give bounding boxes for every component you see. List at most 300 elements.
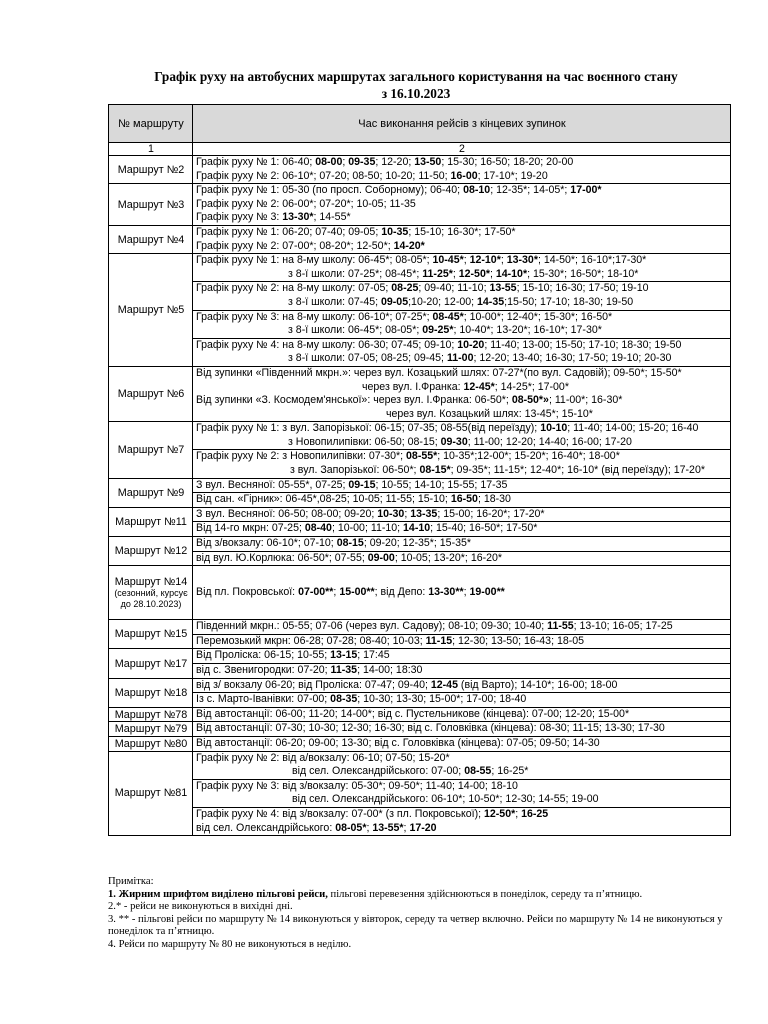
time-text: ; 10-05; 13-20*; 16-20*	[394, 551, 503, 564]
time-text: з вул. Запорізької: 06-50*;	[290, 464, 420, 477]
time-text: Від зупинки «З. Космодем'янської»: через вул. І.Франка: 06-50*;	[196, 394, 512, 407]
schedule-cell	[193, 422, 731, 450]
note-4: 4. Рейси по маршруту № 80 не виконуються в неділю.	[108, 938, 352, 950]
time-text: ;	[500, 254, 507, 267]
time-text: Перемозький мкрн: 06-28; 07-28; 08-40; 10-03;	[196, 634, 426, 647]
schedule-line	[196, 722, 728, 736]
time-text: ;	[403, 821, 410, 834]
title-line-2: з 16.10.2023	[381, 86, 451, 101]
time-text: ; 10-55; 14-10; 15-55; 17-35	[375, 478, 508, 491]
schedule-line	[196, 296, 728, 310]
benefit-time: 19-00**	[469, 585, 505, 598]
benefit-time: 16-25	[521, 807, 549, 820]
table-row	[109, 779, 731, 807]
table-row	[109, 620, 731, 635]
time-text: ; 15-40; 16-50*; 17-50*	[430, 522, 538, 535]
table-row	[109, 184, 731, 226]
time-text: з 8-ї школи: 07-25*; 08-45*;	[288, 267, 423, 280]
note-1	[108, 889, 730, 902]
schedule-line	[196, 508, 728, 522]
benefit-time: 11-00	[446, 352, 474, 365]
time-text: Від сан. «Гірник»: 06-45*,08-25; 10-05; 11-55; 15-10;	[196, 493, 451, 506]
time-text: ; 15-00; 16-20*; 17-20*	[437, 507, 545, 520]
table-row	[109, 225, 731, 253]
time-text: ; 14-25*; 17-00*	[494, 380, 569, 393]
benefit-time: 10-45*	[432, 254, 464, 267]
schedule-cell	[193, 254, 731, 282]
schedule-cell	[193, 282, 731, 310]
time-text: Графік руху № 2: 06-10*; 07-20; 08-50; 10-20; 11-50;	[196, 169, 451, 182]
benefit-time: 14-10	[403, 522, 431, 535]
time-text: ; 09-35*; 11-15*; 12-40*; 16-10* (від переїзду); 17-20*	[450, 464, 705, 477]
route-number: Маршрут №3	[117, 198, 185, 211]
time-text: ; 15-30*; 16-50*; 18-10*	[527, 267, 639, 280]
route-number-cell	[109, 156, 193, 184]
time-text: Від автостанції: 06-00; 11-20; 14-00*; від с. Пустельникове (кінцева): 07-00; 12-20; 15-00*	[196, 707, 630, 720]
table-row	[109, 422, 731, 450]
time-text: ;	[333, 585, 340, 598]
route-number: Маршрут №7	[117, 443, 185, 456]
time-text: ; 13-10; 16-05; 17-25	[573, 620, 673, 633]
benefit-time: 08-55*	[406, 450, 438, 463]
table-row	[109, 807, 731, 835]
route-number-cell	[109, 566, 193, 620]
table-row	[109, 751, 731, 779]
route-number-cell	[109, 507, 193, 536]
route-number-cell	[109, 184, 193, 226]
table-row	[109, 664, 731, 679]
benefit-time: 08-15*	[419, 464, 451, 477]
time-text: Графік руху № 4: на 8-му школу: 06-30; 07-45; 09-10;	[196, 338, 458, 351]
time-text: ; 12-30; 13-50; 16-43; 18-05	[452, 634, 585, 647]
time-text: ;	[515, 807, 522, 820]
route-number-cell	[109, 225, 193, 253]
schedule-line	[196, 324, 728, 338]
benefit-time: 15-00**	[339, 585, 375, 598]
table-row	[109, 310, 731, 338]
time-text: з Новопилипівки: 06-50; 08-15;	[288, 435, 441, 448]
time-text: ; 17-10*; 19-20	[477, 169, 548, 182]
time-text: Від автостанції: 06-20; 09-00; 13-30; від с. Головківка (кінцева): 07-05; 09-50; 14-30	[196, 736, 600, 749]
benefit-time: 11-25*	[422, 267, 453, 280]
time-text: ; 11-40; 14-00; 15-20; 16-40	[567, 422, 699, 435]
time-text: Південний мкрн.: 05-55; 07-06 (через вул. Садову); 08-10; 09-30; 10-40;	[196, 620, 548, 633]
schedule-cell	[193, 664, 731, 679]
benefit-time: 09-05	[381, 295, 409, 308]
route-number-cell	[109, 620, 193, 649]
time-text: з 8-ї школи: 07-05; 08-25; 09-45;	[288, 352, 447, 365]
note-2: 2.* - рейси не виконуються в вихідні дні.	[108, 901, 293, 913]
time-text: ;10-20; 12-00;	[408, 295, 478, 308]
schedule-cell	[193, 184, 731, 226]
benefit-time: 08-10	[463, 184, 491, 197]
table-row	[109, 282, 731, 310]
time-text: Графік руху № 2: від а/вокзалу: 06-10; 07-50; 15-20*	[196, 751, 450, 764]
column-index-1: 1	[109, 143, 193, 156]
time-text: ; 09-20; 12-35*; 15-35*	[363, 537, 472, 550]
notes-section	[108, 876, 730, 952]
schedule-cell	[193, 634, 731, 649]
schedule-cell	[193, 522, 731, 537]
time-text: Графік руху № 1: з вул. Запорізької: 06-15; 07-35; 08-55(від переїзду);	[196, 422, 541, 435]
schedule-line	[196, 436, 728, 450]
header-route-number: № маршруту	[109, 105, 193, 143]
schedule-line	[196, 679, 728, 693]
schedule-line	[196, 367, 728, 381]
time-text: ; 10-00; 11-10;	[331, 522, 404, 535]
benefit-time: 10-10	[540, 422, 568, 435]
table-row	[109, 537, 731, 552]
note-1-bold: 1. Жирним шрифтом виділено пільгові рейси,	[108, 888, 328, 900]
schedule-cell	[193, 493, 731, 508]
benefit-time: 08-15	[336, 537, 364, 550]
route-number: Маршрут №18	[114, 686, 188, 699]
table-row	[109, 634, 731, 649]
table-row	[109, 478, 731, 493]
schedule-line	[196, 586, 728, 600]
time-text: ; 12-20; 13-40; 16-30; 17-50; 19-10; 20-30	[473, 352, 672, 365]
schedule-cell	[193, 478, 731, 493]
schedule-line	[196, 450, 728, 464]
time-text: з 8-ї школи: 07-45;	[288, 295, 381, 308]
table-row	[109, 450, 731, 478]
time-text: ; 16-25*	[491, 765, 529, 778]
time-text: ; 15-10; 16-30*; 17-50*	[408, 225, 516, 238]
benefit-time: 17-00*	[570, 184, 602, 197]
time-text: з 8-ї школи: 06-45*; 08-05*;	[288, 324, 423, 337]
benefit-time: 08-50*»	[511, 394, 549, 407]
time-text: ;	[366, 821, 373, 834]
route-number-cell	[109, 722, 193, 737]
schedule-line	[196, 693, 728, 707]
column-index-2: 2	[193, 143, 731, 156]
benefit-time: 13-55	[489, 282, 517, 295]
schedule-line	[196, 537, 728, 551]
benefit-time: 08-55	[464, 765, 492, 778]
benefit-time: 09-00	[367, 551, 395, 564]
time-text: ; 10-00*; 12-40*; 15-30*; 16-50*	[463, 310, 613, 323]
schedule-cell	[193, 450, 731, 478]
benefit-time: 08-35	[330, 693, 358, 706]
benefit-time: 11-15	[425, 634, 453, 647]
table-header-row	[109, 105, 731, 143]
schedule-line	[196, 381, 728, 395]
benefit-time: 17-20	[409, 821, 437, 834]
time-text: Графік руху № 2: 06-00*; 07-20*; 10-05; 11-35	[196, 197, 416, 210]
benefit-time: 12-45*	[463, 380, 495, 393]
schedule-cell	[193, 807, 731, 835]
time-text: від сел. Олександрійського:	[196, 821, 336, 834]
schedule-line	[196, 737, 728, 751]
route-number: Маршрут №4	[117, 233, 185, 246]
schedule-line	[196, 254, 728, 268]
time-text: ; 10-40*; 13-20*; 16-10*; 17-30*	[453, 324, 602, 337]
route-note: (сезонний, курсує до 28.10.2023)	[114, 588, 188, 609]
time-text: Графік руху № 1: 05-30 (по просп. Соборному); 06-40;	[196, 184, 464, 197]
time-text: ; 11-00; 12-20; 14-40; 16-00; 17-20	[467, 435, 632, 448]
schedule-cell	[193, 551, 731, 566]
title-line-1: Графік руху на автобусних маршрутах загального користування на час воєнного стану	[154, 69, 678, 84]
time-text: Від автостанції: 07-30; 10-30; 12-30; 16-30; від с. Головківка (кінцева): 08-30; 11-15; 13-30; 17-30	[196, 722, 665, 735]
time-text: від сел. Олександрійського: 06-10*; 10-50*; 12-30; 14-55; 19-00	[292, 793, 599, 806]
schedule-line	[196, 422, 728, 436]
time-text: від вул. Ю.Корлюка: 06-50*; 07-55;	[196, 551, 368, 564]
schedule-cell	[193, 751, 731, 779]
route-number: Маршрут №15	[114, 628, 188, 641]
time-text: Від з/вокзалу: 06-10*; 07-10;	[196, 537, 337, 550]
route-number-cell	[109, 707, 193, 722]
benefit-time: 09-15	[348, 478, 376, 491]
benefit-time: 13-30*	[506, 254, 538, 267]
time-text: З вул. Весняної: 05-55*, 07-25;	[196, 478, 349, 491]
time-text: ; від Депо:	[374, 585, 429, 598]
time-text: ;	[489, 267, 496, 280]
time-text: ;	[463, 585, 470, 598]
benefit-time: 12-45	[430, 678, 458, 691]
benefit-time: 09-30	[440, 435, 468, 448]
benefit-time: 13-30**	[428, 585, 464, 598]
time-text: Із с. Марто-Іванівки: 07-00;	[196, 693, 331, 706]
schedule-line	[196, 708, 728, 722]
route-number-cell	[109, 736, 193, 751]
schedule-line	[196, 765, 728, 779]
schedule-cell	[193, 156, 731, 184]
time-text: ; 14-00; 18:30	[357, 664, 423, 676]
time-text: ; 14-50*; 16-10*;17-30*	[537, 254, 647, 267]
schedule-line	[196, 464, 728, 478]
time-text: ; 12-20;	[375, 156, 415, 168]
route-number-cell	[109, 478, 193, 507]
benefit-time: 16-50	[450, 493, 478, 506]
time-text: Графік руху № 2: з Новопилипівки: 07-30*;	[196, 450, 407, 463]
schedule-cell	[193, 338, 731, 366]
schedule-cell	[193, 779, 731, 807]
schedule-line	[196, 198, 728, 212]
schedule-cell	[193, 693, 731, 708]
schedule-line	[196, 311, 728, 325]
table-row	[109, 707, 731, 722]
schedule-table	[108, 104, 731, 836]
schedule-line	[196, 620, 728, 634]
time-text: ; 14-55*	[313, 211, 351, 224]
schedule-cell	[193, 649, 731, 664]
schedule-line	[196, 268, 728, 282]
time-text: через вул. І.Франка:	[362, 380, 464, 393]
schedule-line	[196, 493, 728, 507]
schedule-line	[196, 649, 728, 663]
route-number: Маршрут №78	[114, 708, 188, 721]
time-text: ; 10-35*;12-00*; 15-20*; 16-40*; 18-00*	[437, 450, 620, 463]
benefit-time: 16-00	[450, 169, 478, 182]
schedule-line	[196, 780, 728, 794]
schedule-line	[196, 822, 728, 836]
time-text: ; 15-10; 16-30; 17-50; 19-10	[516, 282, 649, 295]
schedule-line	[196, 339, 728, 353]
schedule-line	[196, 664, 728, 678]
benefit-time: 14-20*	[393, 239, 425, 252]
time-text: ; 12-35*; 14-05*;	[490, 184, 571, 197]
route-number-cell	[109, 751, 193, 836]
time-text: від з/ вокзалу 06-20; від Проліска: 07-47; 09-40;	[196, 678, 431, 691]
benefit-time: 12-50*	[484, 807, 516, 820]
page-title	[106, 68, 726, 102]
time-text: ;	[452, 267, 459, 280]
table-row	[109, 551, 731, 566]
benefit-time: 14-10*	[495, 267, 528, 280]
benefit-time: 12-50*	[458, 267, 490, 280]
note-3: 3. ** - пільгові рейси по маршруту № 14 виконуються у вівторок, середу та четвер включно. Рейси по маршруту № 14 не виконуються у понеділок та п’ятницю.	[108, 913, 723, 938]
route-number: Маршрут №6	[117, 388, 185, 401]
schedule-line	[196, 352, 728, 366]
benefit-time: 11-35	[330, 664, 358, 676]
schedule-line	[196, 752, 728, 766]
time-text: Графік руху № 1: 06-20; 07-40; 09-05;	[196, 225, 382, 238]
route-number-cell	[109, 537, 193, 566]
time-text: ; 09-40; 11-10;	[418, 282, 490, 295]
time-text: Графік руху № 1: 06-40;	[196, 156, 316, 168]
time-text: Від 14-го мкрн: 07-25;	[196, 522, 305, 535]
schedule-cell	[193, 707, 731, 722]
benefit-time: 08-45*	[432, 310, 464, 323]
note-1-text: пільгові перевезення здійснюються в понеділок, середу та п’ятницю.	[327, 888, 643, 900]
schedule-line	[196, 240, 728, 254]
schedule-cell	[193, 310, 731, 338]
time-text: Графік руху № 3: від з/вокзалу: 05-30*; 09-50*; 11-40; 14-00; 18-10	[196, 779, 518, 792]
route-number-cell	[109, 366, 193, 421]
notes-heading: Примітка:	[108, 876, 154, 887]
route-number: Маршрут №17	[114, 657, 188, 670]
schedule-line	[196, 156, 728, 170]
time-text: Графік руху № 1: на 8-му школу: 06-45*; 08-05*;	[196, 254, 433, 267]
schedule-cell	[193, 620, 731, 635]
table-row	[109, 722, 731, 737]
schedule-cell	[193, 366, 731, 421]
route-number: Маршрут №11	[115, 515, 187, 528]
time-text: Від Проліска: 06-15; 10-55;	[196, 649, 331, 662]
time-text: Графік руху № 2: на 8-му школу: 07-05;	[196, 282, 392, 295]
time-text: ;	[404, 507, 411, 520]
time-text: через вул. Козацький шлях: 13-45*; 15-10*	[386, 407, 593, 420]
route-number: Маршрут №9	[117, 486, 185, 499]
time-text: Від зупинки «Південний мкрн.»: через вул. Козацький шлях: 07-27*(по вул. Садовій); 09-50*; 15-50*	[196, 366, 682, 379]
time-text: Графік руху № 4: від з/вокзалу: 07-00* (з пл. Покровської);	[196, 807, 484, 820]
benefit-time: 11-55	[547, 620, 574, 633]
route-number-cell	[109, 254, 193, 367]
column-index-row	[109, 143, 731, 156]
benefit-time: 10-35	[381, 225, 409, 238]
benefit-time: 08-00	[315, 156, 343, 168]
route-number-cell	[109, 422, 193, 478]
time-text: ;	[342, 156, 349, 168]
table-row	[109, 678, 731, 693]
table-row	[109, 566, 731, 620]
benefit-time: 08-05*	[335, 821, 367, 834]
schedule-cell	[193, 736, 731, 751]
schedule-line	[196, 522, 728, 536]
schedule-line	[196, 184, 728, 198]
benefit-time: 08-40	[304, 522, 332, 535]
route-number: Маршрут №14	[114, 576, 188, 589]
benefit-time: 10-30	[377, 507, 405, 520]
time-text: Графік руху № 3:	[196, 211, 283, 224]
schedule-line	[196, 226, 728, 240]
time-text: Від пл. Покровської:	[196, 585, 299, 598]
benefit-time: 13-35	[410, 507, 438, 520]
table-row	[109, 338, 731, 366]
time-text: З вул. Весняної: 06-50; 08-00; 09-20;	[196, 507, 378, 520]
time-text: ; 11-40; 13-00; 15-50; 17-10; 18-30; 19-50	[484, 338, 682, 351]
schedule-line	[196, 552, 728, 566]
schedule-line	[196, 170, 728, 184]
table-row	[109, 254, 731, 282]
benefit-time: 08-25	[391, 282, 419, 295]
schedule-cell	[193, 225, 731, 253]
schedule-line	[196, 394, 728, 408]
benefit-time: 09-35	[348, 156, 376, 168]
table-row	[109, 493, 731, 508]
benefit-time: 07-00**	[298, 585, 334, 598]
benefit-time: 12-10*	[469, 254, 501, 267]
benefit-time: 13-15	[330, 649, 358, 662]
time-text: ; 10-30; 13-30; 15-00*; 17-00; 18-40	[357, 693, 527, 706]
route-number: Маршрут №2	[117, 163, 185, 176]
schedule-line	[196, 211, 728, 225]
time-text: ; 11-00*; 16-30*	[548, 394, 623, 407]
time-text: ; 18-30	[477, 493, 511, 506]
route-number: Маршрут №12	[114, 545, 188, 558]
benefit-time: 13-30*	[282, 211, 314, 224]
table-row	[109, 649, 731, 664]
table-row	[109, 522, 731, 537]
route-number-cell	[109, 649, 193, 678]
route-number: Маршрут №80	[114, 737, 188, 750]
benefit-time: 10-20	[457, 338, 485, 351]
table-row	[109, 507, 731, 522]
table-row	[109, 366, 731, 421]
benefit-time: 09-25*	[422, 324, 454, 337]
table-row	[109, 736, 731, 751]
route-number: Маршрут №81	[114, 787, 188, 800]
time-text: Графік руху № 2: 07-00*; 08-20*; 12-50*;	[196, 239, 394, 252]
table-row	[109, 693, 731, 708]
schedule-line	[196, 408, 728, 422]
schedule-line	[196, 282, 728, 296]
schedule-line	[196, 479, 728, 493]
schedule-cell	[193, 566, 731, 620]
time-text: ;15-50; 17-10; 18-30; 19-50	[504, 295, 634, 308]
schedule-cell	[193, 722, 731, 737]
schedule-line	[196, 808, 728, 822]
route-number-cell	[109, 678, 193, 707]
benefit-time: 13-55*	[372, 821, 404, 834]
header-departure-times: Час виконання рейсів з кінцевих зупинок	[193, 105, 731, 143]
time-text: ;	[463, 254, 470, 267]
time-text: від сел. Олександрійського: 07-00;	[292, 765, 465, 778]
route-number: Маршрут №79	[114, 723, 188, 736]
time-text: від с. Звенигородки: 07-20;	[196, 664, 331, 676]
schedule-cell	[193, 678, 731, 693]
benefit-time: 14-35	[477, 295, 505, 308]
time-text: ; 15-30; 16-50; 18-20; 20-00	[441, 156, 574, 168]
time-text: ; 17:45	[357, 649, 390, 662]
time-text: Графік руху № 3: на 8-му школу: 06-10*; 07-25*;	[196, 310, 433, 323]
schedule-line	[196, 793, 728, 807]
benefit-time: 13-50	[414, 156, 442, 168]
route-number: Маршрут №5	[117, 304, 185, 317]
schedule-cell	[193, 537, 731, 552]
schedule-cell	[193, 507, 731, 522]
table-row	[109, 156, 731, 184]
